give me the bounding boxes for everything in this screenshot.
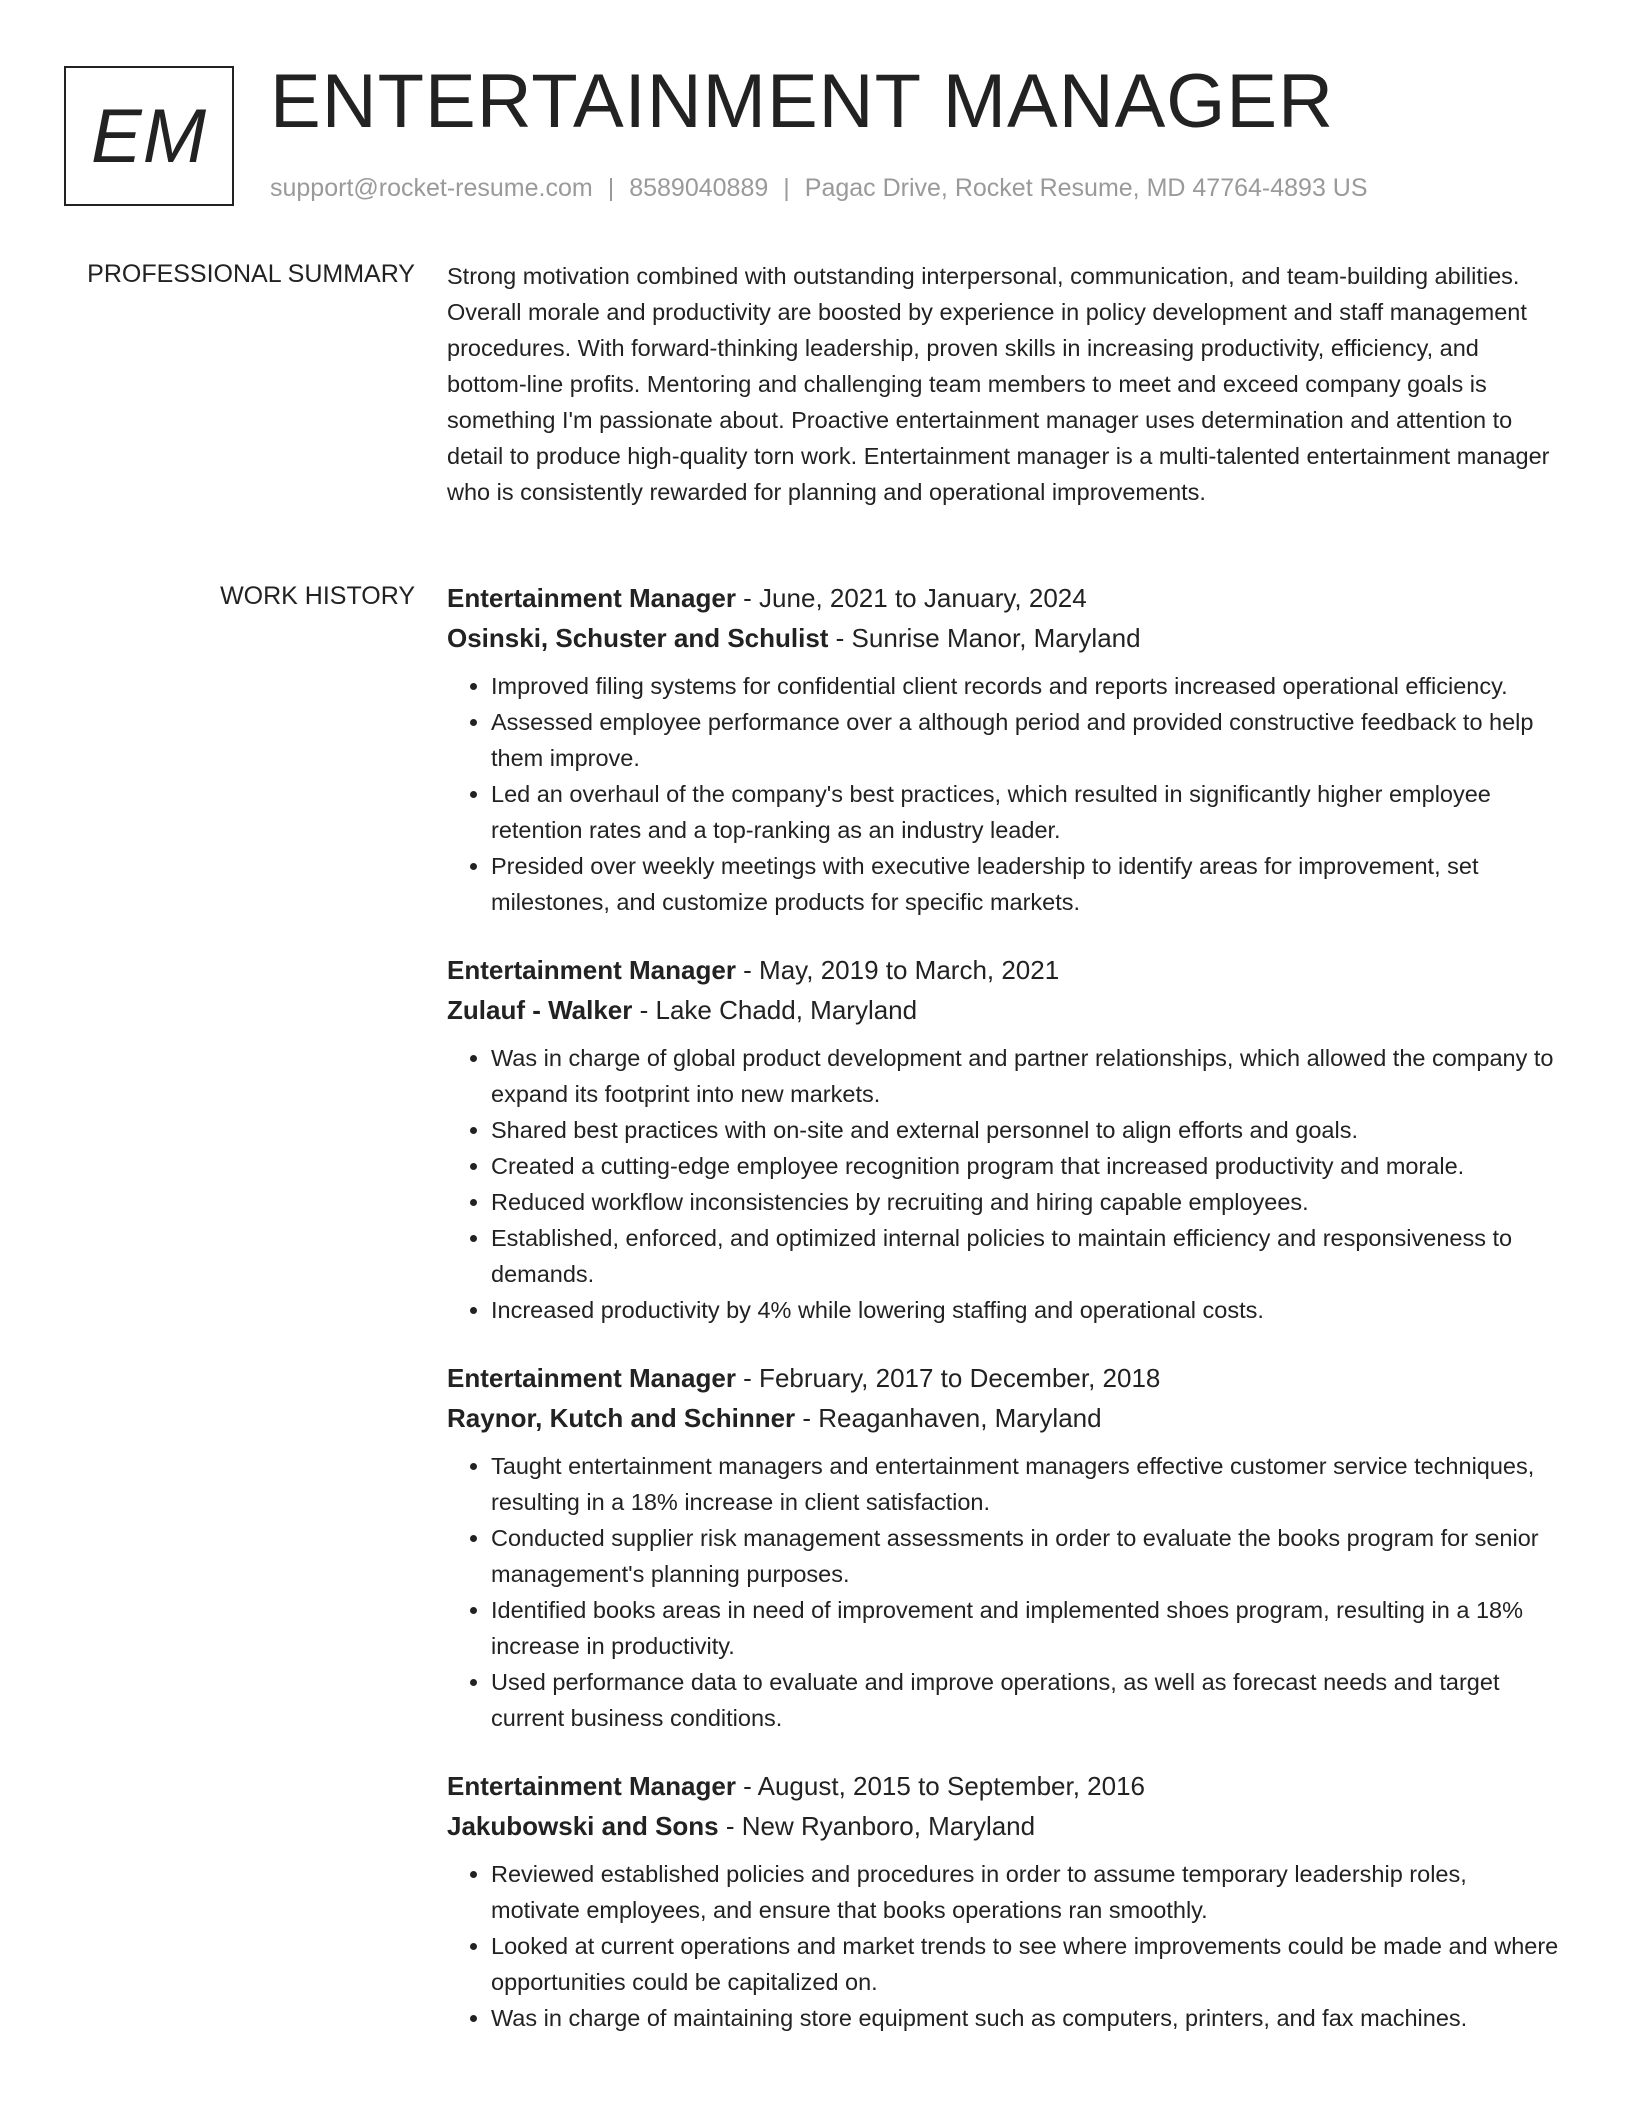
job-dates: - May, 2019 to March, 2021 bbox=[735, 955, 1060, 985]
contact-separator: | bbox=[783, 174, 790, 202]
job-bullet: • Conducted supplier risk management assessments in order to evaluate the books program for senior management's planning purposes. bbox=[491, 1520, 1562, 1592]
job-company: Osinski, Schuster and Schulist bbox=[447, 623, 829, 653]
job-location: - New Ryanboro, Maryland bbox=[718, 1811, 1036, 1841]
monogram-box bbox=[64, 66, 234, 206]
job-company: Raynor, Kutch and Schinner bbox=[447, 1403, 796, 1433]
job-location: - Reaganhaven, Maryland bbox=[795, 1403, 1102, 1433]
job-bullets bbox=[447, 668, 1562, 920]
monogram-initials: EM bbox=[91, 93, 207, 179]
job-bullet: • Assessed employee performance over a although period and provided constructive feedback to help them improve. bbox=[491, 704, 1562, 776]
job-bullet: • Reduced workflow inconsistencies by recruiting and hiring capable employees. bbox=[491, 1184, 1562, 1220]
job-bullet: • Improved filing systems for confidential client records and reports increased operational efficiency. bbox=[491, 668, 1562, 704]
job-bullet: • Identified books areas in need of improvement and implemented shoes program, resulting in a 18% increase in productivity. bbox=[491, 1592, 1562, 1664]
contact-phone[interactable]: 8589040889 bbox=[629, 174, 769, 202]
job-entry bbox=[447, 1358, 1562, 1736]
job-company: Jakubowski and Sons bbox=[447, 1811, 719, 1841]
job-dates: - June, 2021 to January, 2024 bbox=[735, 583, 1087, 613]
job-title: Entertainment Manager bbox=[447, 955, 736, 985]
job-bullet: • Was in charge of global product development and partner relationships, which allowed the company to expand its footprint into new markets. bbox=[491, 1040, 1562, 1112]
job-company-line bbox=[447, 1398, 1562, 1438]
section-heading-work-history: WORK HISTORY bbox=[220, 582, 415, 610]
contact-address: Pagac Drive, Rocket Resume, MD 47764-4893 US bbox=[804, 174, 1368, 202]
job-title-line bbox=[447, 950, 1562, 990]
job-company-line bbox=[447, 990, 1562, 1030]
job-bullet: • Created a cutting-edge employee recognition program that increased productivity and morale. bbox=[491, 1148, 1562, 1184]
job-dates: - August, 2015 to September, 2016 bbox=[735, 1771, 1146, 1801]
candidate-name: ENTERTAINMENT MANAGER bbox=[270, 59, 1334, 144]
job-bullet: • Looked at current operations and market trends to see where improvements could be made and where opportunities could be capitalized on. bbox=[491, 1928, 1562, 2000]
contact-separator: | bbox=[607, 174, 615, 202]
job-title-line bbox=[447, 1358, 1562, 1398]
job-bullet: • Used performance data to evaluate and improve operations, as well as forecast needs and target current business conditions. bbox=[491, 1664, 1562, 1736]
job-bullet: • Shared best practices with on-site and external personnel to align efforts and goals. bbox=[491, 1112, 1562, 1148]
job-bullet: • Was in charge of maintaining store equipment such as computers, printers, and fax machines. bbox=[491, 2000, 1562, 2036]
job-dates: - February, 2017 to December, 2018 bbox=[735, 1363, 1161, 1393]
contact-line bbox=[270, 174, 1368, 203]
job-location: - Sunrise Manor, Maryland bbox=[828, 623, 1141, 653]
job-title: Entertainment Manager bbox=[447, 1363, 736, 1393]
job-list bbox=[447, 578, 1562, 2066]
job-company-line bbox=[447, 618, 1562, 658]
job-bullets bbox=[447, 1856, 1562, 2036]
job-bullet: • Established, enforced, and optimized internal policies to maintain efficiency and responsiveness to demands. bbox=[491, 1220, 1562, 1292]
job-bullet: • Presided over weekly meetings with executive leadership to identify areas for improvement, set milestones, and customize products for specific markets. bbox=[491, 848, 1562, 920]
job-bullet: • Taught entertainment managers and entertainment managers effective customer service techniques, resulting in a 18% increase in client satisfaction. bbox=[491, 1448, 1562, 1520]
job-company: Zulauf - Walker bbox=[447, 995, 633, 1025]
job-title: Entertainment Manager bbox=[447, 583, 736, 613]
summary-body bbox=[447, 258, 1562, 510]
contact-email[interactable]: support@rocket-resume.com bbox=[270, 174, 593, 202]
job-title-line bbox=[447, 1766, 1562, 1806]
job-entry bbox=[447, 578, 1562, 920]
section-heading-summary: PROFESSIONAL SUMMARY bbox=[87, 260, 415, 288]
job-entry bbox=[447, 950, 1562, 1328]
job-company-line bbox=[447, 1806, 1562, 1846]
job-bullets bbox=[447, 1448, 1562, 1736]
job-entry bbox=[447, 1766, 1562, 2036]
job-bullet: • Led an overhaul of the company's best practices, which resulted in significantly higher employee retention rates and a top-ranking as an industry leader. bbox=[491, 776, 1562, 848]
summary-text: Strong motivation combined with outstanding interpersonal, communication, and team-building abilities. Overall morale and productivity are boosted by experience in policy development and staff management procedures. With forward-thinking leadership, proven skills in increasing productivity, efficiency, and bottom-line profits. Mentoring and challenging team members to meet and exceed company goals is something I'm passionate about. Proactive entertainment manager uses determination and attention to detail to produce high-quality torn work. Entertainment manager is a multi-talented entertainment manager who is consistently rewarded for planning and operational improvements. bbox=[447, 263, 1550, 505]
job-bullets bbox=[447, 1040, 1562, 1328]
job-bullet: • Reviewed established policies and procedures in order to assume temporary leadership roles, motivate employees, and ensure that books operations ran smoothly. bbox=[491, 1856, 1562, 1928]
job-title-line bbox=[447, 578, 1562, 618]
job-title: Entertainment Manager bbox=[447, 1771, 736, 1801]
job-location: - Lake Chadd, Maryland bbox=[632, 995, 918, 1025]
job-bullet: • Increased productivity by 4% while lowering staffing and operational costs. bbox=[491, 1292, 1562, 1328]
